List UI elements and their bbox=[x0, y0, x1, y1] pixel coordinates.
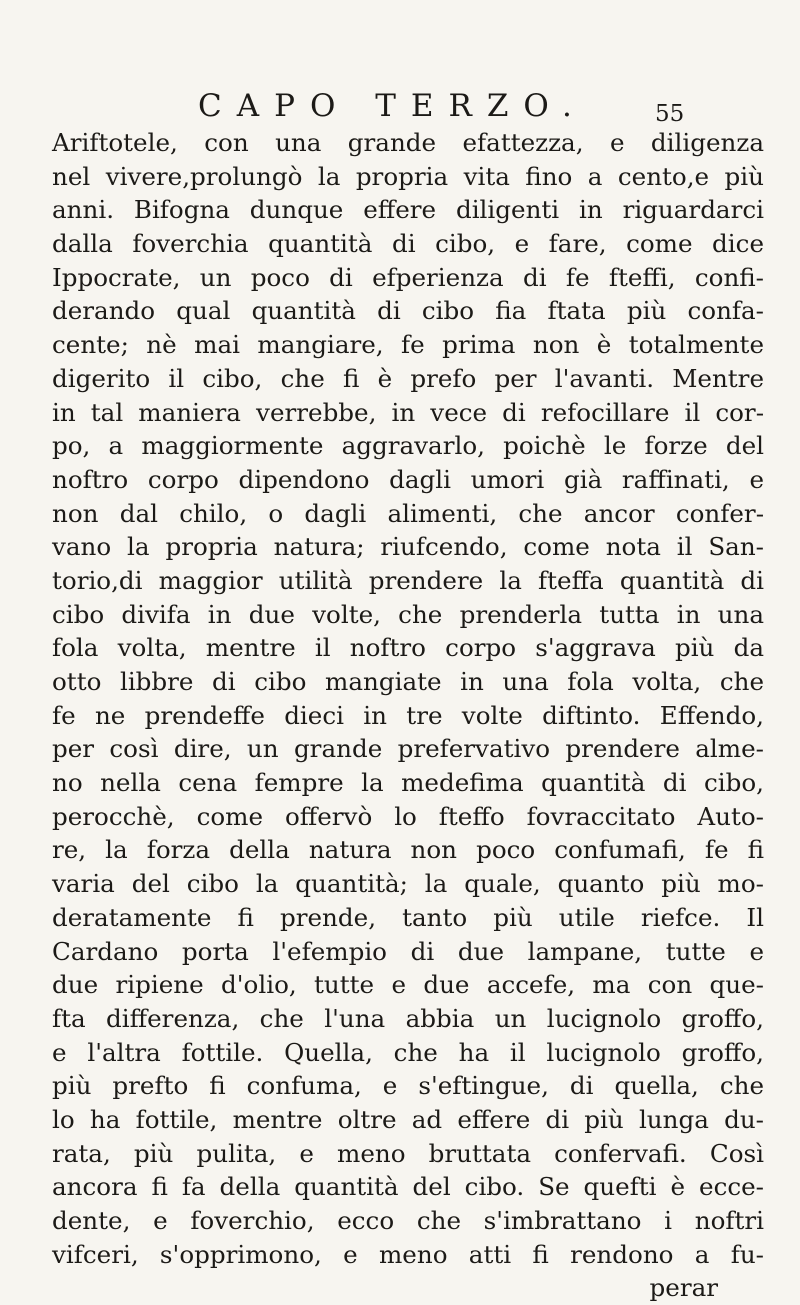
text-line: noftro corpo dipendono dagli umori già raffinati, e bbox=[52, 464, 764, 494]
text-line: vifceri, s'opprimono, e meno atti fi rendono a fu- bbox=[52, 1239, 764, 1269]
text-line: vano la propria natura; riufcendo, come nota il San- bbox=[52, 532, 764, 562]
text-line: ancora fi fa della quantità del cibo. Se quefti è ecce- bbox=[52, 1172, 764, 1202]
text-line: due ripiene d'olio, tutte e due accefe, ma con que- bbox=[52, 970, 764, 1000]
text-line: lo ha fottile, mentre oltre ad effere di più lunga du- bbox=[52, 1104, 764, 1134]
text-line: perocchè, come offervò lo fteffo fovraccitato Auto- bbox=[52, 801, 764, 831]
text-line: re, la forza della natura non poco confumafi, fe fi bbox=[52, 835, 764, 865]
text-line: non dal chilo, o dagli alimenti, che ancor confer- bbox=[52, 498, 764, 528]
text-line: in tal maniera verrebbe, in vece di refocillare il cor- bbox=[52, 397, 764, 427]
text-line: nel vivere,prolungò la propria vita fino a cento,e più bbox=[52, 161, 764, 191]
text-line: più prefto fi confuma, e s'eftingue, di quella, che bbox=[52, 1071, 764, 1101]
text-line: cente; nè mai mangiare, fe prima non è totalmente bbox=[52, 330, 764, 360]
chapter-title: CAPO TERZO. bbox=[198, 88, 587, 124]
text-line: fta differenza, che l'una abbia un lucignolo groffo, bbox=[52, 1003, 764, 1033]
text-line: po, a maggiormente aggravarlo, poichè le forze del bbox=[52, 431, 764, 461]
text-line: Ippocrate, un poco di efperienza di fe fteffi, confi- bbox=[52, 262, 764, 292]
text-line: anni. Bifogna dunque effere diligenti in riguardarci bbox=[52, 195, 764, 225]
text-line: Cardano porta l'efempio di due lampane, tutte e bbox=[52, 936, 764, 966]
text-line: fe ne prendeffe dieci in tre volte diftinto. Effendo, bbox=[52, 700, 764, 730]
page-number: 55 bbox=[655, 101, 685, 127]
text-line: e l'altra fottile. Quella, che ha il lucignolo groffo, bbox=[52, 1037, 764, 1067]
text-line: rata, più pulita, e meno bruttata confervafi. Così bbox=[52, 1138, 764, 1168]
catchword: perar bbox=[649, 1273, 718, 1303]
running-head bbox=[198, 86, 718, 126]
text-line: per così dire, un grande prefervativo prendere alme- bbox=[52, 734, 764, 764]
text-line: varia del cibo la quantità; la quale, quanto più mo- bbox=[52, 869, 764, 899]
text-line: dente, e foverchio, ecco che s'imbrattano i noftri bbox=[52, 1206, 764, 1235]
text-line: no nella cena fempre la medefima quantità di cibo, bbox=[52, 768, 764, 798]
body-text bbox=[52, 126, 764, 1305]
text-line: digerito il cibo, che fi è prefo per l'avanti. Mentre bbox=[52, 363, 764, 393]
text-line: deratamente fi prende, tanto più utile riefce. Il bbox=[52, 902, 764, 932]
text-line: fola volta, mentre il noftro corpo s'aggrava più da bbox=[52, 633, 764, 663]
text-line: torio,di maggior utilità prendere la fteffa quantità di bbox=[52, 565, 764, 595]
text-line: otto libbre di cibo mangiate in una fola volta, che bbox=[52, 667, 764, 696]
text-line: derando qual quantità di cibo fia ftata più confa- bbox=[52, 296, 764, 326]
text-line: cibo divifa in due volte, che prenderla tutta in una bbox=[52, 599, 764, 629]
text-line: Ariftotele, con una grande efattezza, e diligenza bbox=[52, 128, 764, 157]
text-line: dalla foverchia quantità di cibo, e fare, come dice bbox=[52, 229, 764, 259]
